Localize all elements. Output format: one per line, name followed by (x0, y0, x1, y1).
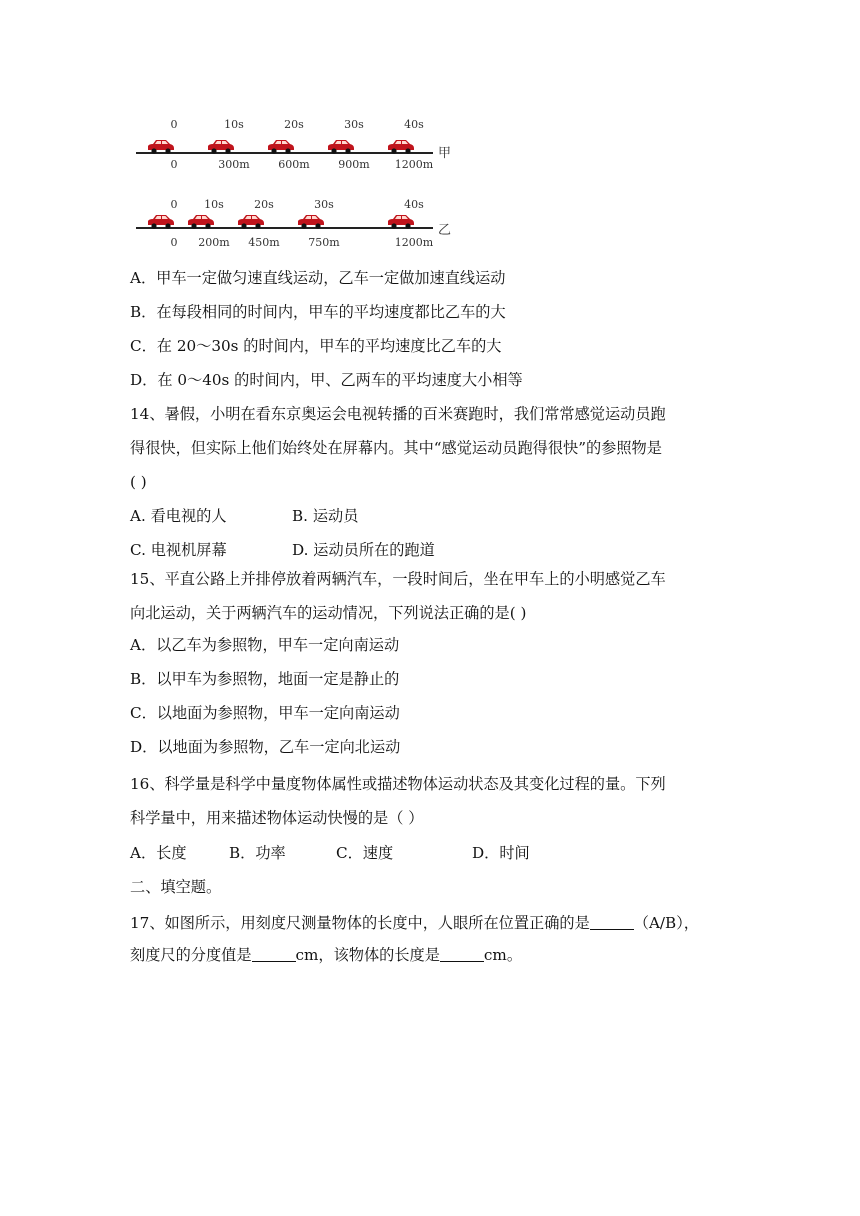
q15-option-d: D．以地面为参照物，乙车一定向北运动 (130, 738, 401, 756)
q16-stem-line-2: 科学量中，用来描述物体运动快慢的是（ ） (130, 809, 424, 827)
section-heading: 二、填空题。 (130, 878, 222, 896)
car-motion-svg (128, 112, 458, 252)
q16-stem-line-1: 16、科学量是科学中量度物体属性或描述物体运动状态及其变化过程的量。下列 (130, 775, 666, 793)
q14-stem-line-1: 14、暑假，小明在看东京奥运会电视转播的百米赛跑时，我们常常感觉运动员跑 (130, 405, 666, 423)
jia-car-label: 甲 (438, 146, 452, 161)
q14-stem-line-2: 得很快，但实际上他们始终处在屏幕内。其中“感觉运动员跑得很快”的参照物是 (130, 439, 662, 457)
jia-distance-label-3: 900m (338, 158, 370, 171)
q13-option-c: C．在 20～30s 的时间内，甲车的平均速度比乙车的大 (130, 337, 502, 355)
q16-option-d: D．时间 (472, 844, 530, 862)
q13-option-d: D．在 0～40s 的时间内，甲、乙两车的平均速度大小相等 (130, 371, 523, 389)
yi-time-label-4: 40s (404, 198, 424, 211)
q17-text-1: 17、如图所示，用刻度尺测量物体的长度中，人眼所在位置正确的是 (130, 914, 590, 932)
q15-stem-line-1: 15、平直公路上并排停放着两辆汽车，一段时间后，坐在甲车上的小明感觉乙车 (130, 570, 666, 588)
q13-option-a: A．甲车一定做匀速直线运动，乙车一定做加速直线运动 (130, 269, 506, 287)
q17-blank-3 (440, 947, 484, 962)
q15-stem-line-2: 向北运动，关于两辆汽车的运动情况，下列说法正确的是( ) (130, 604, 527, 622)
yi-car-0 (148, 215, 174, 229)
jia-car-4 (388, 140, 414, 154)
yi-car-1 (188, 215, 214, 229)
q14-options-row-2 (130, 540, 435, 560)
jia-car-2 (268, 140, 294, 154)
yi-distance-label-2: 450m (248, 236, 280, 249)
q17-text-3: 刻度尺的分度值是 (130, 946, 252, 964)
q17-line-2 (130, 945, 522, 965)
yi-distance-label-3: 750m (308, 236, 340, 249)
q14-options-row-1 (130, 506, 358, 526)
yi-distance-label-1: 200m (198, 236, 230, 249)
yi-time-label-3: 30s (314, 198, 334, 211)
yi-car-4 (388, 215, 414, 229)
q16-option-a: A．长度 (130, 844, 187, 862)
jia-time-label-0: 0 (170, 118, 178, 131)
q17-line-1 (130, 913, 699, 933)
jia-time-label-4: 40s (404, 118, 424, 131)
jia-time-label-1: 10s (224, 118, 244, 131)
q14-option-a: A. 看电视的人 (130, 507, 227, 525)
q14-answer-bracket: ( ) (130, 473, 147, 491)
yi-time-label-1: 10s (204, 198, 224, 211)
yi-time-label-2: 20s (254, 198, 274, 211)
yi-distance-label-0: 0 (170, 236, 178, 249)
yi-car-3 (298, 215, 324, 229)
car-motion-diagram (128, 112, 458, 252)
jia-time-label-3: 30s (344, 118, 364, 131)
q16-option-c: C．速度 (336, 844, 394, 862)
jia-distance-label-0: 0 (170, 158, 178, 171)
yi-distance-label-4: 1200m (394, 236, 434, 249)
q16-options-row (130, 843, 530, 863)
q17-blank-1 (590, 915, 634, 930)
jia-time-label-2: 20s (284, 118, 304, 131)
q15-option-c: C．以地面为参照物，甲车一定向南运动 (130, 704, 400, 722)
jia-car-3 (328, 140, 354, 154)
q14-option-d: D. 运动员所在的跑道 (292, 541, 435, 559)
jia-distance-label-2: 600m (278, 158, 310, 171)
q15-option-a: A．以乙车为参照物，甲车一定向南运动 (130, 636, 400, 654)
jia-car-0 (148, 140, 174, 154)
q17-text-2: （A/B）， (633, 914, 699, 932)
q16-option-b: B．功率 (229, 844, 286, 862)
yi-car-label: 乙 (438, 223, 452, 238)
yi-time-label-0: 0 (170, 198, 178, 211)
q13-option-b: B．在每段相同的时间内，甲车的平均速度都比乙车的大 (130, 303, 506, 321)
q17-text-5: cm。 (483, 946, 523, 964)
q17-text-4: cm，该物体的长度是 (295, 946, 440, 964)
q14-option-c: C. 电视机屏幕 (130, 541, 227, 559)
jia-distance-label-4: 1200m (394, 158, 434, 171)
jia-distance-label-1: 300m (218, 158, 250, 171)
q17-blank-2 (252, 947, 296, 962)
q14-option-b: B. 运动员 (292, 507, 359, 525)
q15-option-b: B．以甲车为参照物，地面一定是静止的 (130, 670, 400, 688)
jia-car-1 (208, 140, 234, 154)
yi-car-2 (238, 215, 264, 229)
